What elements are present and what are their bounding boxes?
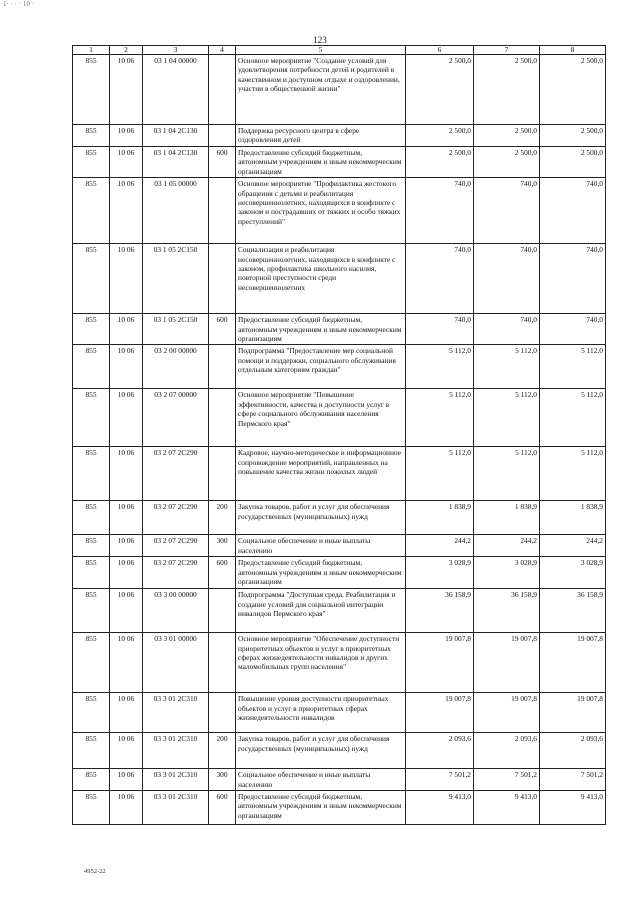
column-header: 7 bbox=[474, 46, 540, 55]
item-name: Закупка товаров, работ и услуг для обеспечения государственных (муниципальных) нужд bbox=[236, 501, 406, 535]
expense-type-code: 200 bbox=[209, 733, 236, 769]
amount-2024: 740,0 bbox=[474, 178, 540, 244]
item-name: Основное мероприятие "Обеспечение доступности приоритетных объектов и услуг в приоритетных сферах жизнедеятельности инвалидов и других маломобильных групп населения" bbox=[236, 633, 406, 693]
amount-2023: 1 838,9 bbox=[406, 501, 474, 535]
grbs-code: 855 bbox=[73, 633, 110, 693]
amount-2025: 740,0 bbox=[540, 178, 606, 244]
table-row bbox=[73, 147, 606, 178]
expense-type-code bbox=[209, 55, 236, 125]
item-name: Социальное обеспечение и иные выплаты населению bbox=[236, 535, 406, 557]
item-name: Социальное обеспечение и иные выплаты населению bbox=[236, 769, 406, 791]
item-name: Основное мероприятие "Создание условий для удовлетворения потребности детей и родителей в качественном и доступном отдыхе и оздоровлении, участии в общественной жизни" bbox=[236, 55, 406, 125]
target-article-code: 03 3 00 00000 bbox=[143, 589, 209, 633]
expense-type-code: 300 bbox=[209, 769, 236, 791]
budget-table bbox=[72, 45, 606, 825]
expense-type-code bbox=[209, 345, 236, 389]
amount-2024: 2 500,0 bbox=[474, 125, 540, 147]
item-name: Кадровое, научно-методическое и информационное сопровождение мероприятий, направленных на повышение качества жизни пожилых людей bbox=[236, 447, 406, 501]
section-code: 10 06 bbox=[110, 244, 143, 314]
table-row bbox=[73, 55, 606, 125]
table-row bbox=[73, 791, 606, 825]
item-name: Предоставление субсидий бюджетным, автономным учреждениям и иным некоммерческим организациям bbox=[236, 314, 406, 345]
amount-2025: 2 500,0 bbox=[540, 55, 606, 125]
expense-type-code: 600 bbox=[209, 314, 236, 345]
target-article-code: 03 1 05 00000 bbox=[143, 178, 209, 244]
column-number-row bbox=[73, 46, 606, 55]
table-row bbox=[73, 501, 606, 535]
target-article-code: 03 3 01 2С310 bbox=[143, 769, 209, 791]
amount-2023: 740,0 bbox=[406, 178, 474, 244]
table-row bbox=[73, 693, 606, 733]
section-code: 10 06 bbox=[110, 55, 143, 125]
amount-2024: 19 007,8 bbox=[474, 693, 540, 733]
document-code: 4952-22 bbox=[84, 868, 106, 875]
grbs-code: 855 bbox=[73, 314, 110, 345]
target-article-code: 03 3 01 2С310 bbox=[143, 791, 209, 825]
table-row bbox=[73, 314, 606, 345]
amount-2025: 19 007,8 bbox=[540, 693, 606, 733]
amount-2024: 740,0 bbox=[474, 244, 540, 314]
grbs-code: 855 bbox=[73, 55, 110, 125]
amount-2023: 244,2 bbox=[406, 535, 474, 557]
amount-2025: 5 112,0 bbox=[540, 389, 606, 447]
grbs-code: 855 bbox=[73, 125, 110, 147]
column-header: 5 bbox=[236, 46, 406, 55]
table-row bbox=[73, 244, 606, 314]
grbs-code: 855 bbox=[73, 178, 110, 244]
target-article-code: 03 2 07 2С290 bbox=[143, 557, 209, 589]
section-code: 10 06 bbox=[110, 447, 143, 501]
section-code: 10 06 bbox=[110, 501, 143, 535]
column-header: 1 bbox=[73, 46, 110, 55]
grbs-code: 855 bbox=[73, 535, 110, 557]
section-code: 10 06 bbox=[110, 345, 143, 389]
item-name: Поддержка ресурсного центра в сфере оздоровления детей bbox=[236, 125, 406, 147]
grbs-code: 855 bbox=[73, 693, 110, 733]
amount-2024: 1 838,9 bbox=[474, 501, 540, 535]
amount-2025: 740,0 bbox=[540, 244, 606, 314]
expense-type-code bbox=[209, 693, 236, 733]
amount-2024: 7 501,2 bbox=[474, 769, 540, 791]
target-article-code: 03 1 05 2С150 bbox=[143, 244, 209, 314]
amount-2025: 3 028,9 bbox=[540, 557, 606, 589]
expense-type-code: 200 bbox=[209, 501, 236, 535]
amount-2024: 2 500,0 bbox=[474, 147, 540, 178]
section-code: 10 06 bbox=[110, 693, 143, 733]
amount-2024: 3 028,9 bbox=[474, 557, 540, 589]
table-row bbox=[73, 769, 606, 791]
item-name: Повышение уровня доступности приоритетных объектов и услуг в приоритетных сферах жизнедеятельности инвалидов bbox=[236, 693, 406, 733]
target-article-code: 03 1 04 00000 bbox=[143, 55, 209, 125]
column-header: 4 bbox=[209, 46, 236, 55]
amount-2025: 9 413,0 bbox=[540, 791, 606, 825]
amount-2023: 740,0 bbox=[406, 244, 474, 314]
item-name: Основное мероприятие "Профилактика жестокого обращения с детьми и реабилитация несовершеннолетних, находящихся в конфликте с законом и пострадавших от тяжких и особо тяжких преступлений" bbox=[236, 178, 406, 244]
amount-2024: 5 112,0 bbox=[474, 389, 540, 447]
target-article-code: 03 2 07 2С290 bbox=[143, 447, 209, 501]
amount-2025: 19 007,8 bbox=[540, 633, 606, 693]
amount-2025: 5 112,0 bbox=[540, 345, 606, 389]
grbs-code: 855 bbox=[73, 589, 110, 633]
grbs-code: 855 bbox=[73, 557, 110, 589]
grbs-code: 855 bbox=[73, 733, 110, 769]
amount-2023: 740,0 bbox=[406, 314, 474, 345]
expense-type-code: 600 bbox=[209, 791, 236, 825]
table-row bbox=[73, 589, 606, 633]
amount-2023: 5 112,0 bbox=[406, 389, 474, 447]
grbs-code: 855 bbox=[73, 791, 110, 825]
target-article-code: 03 1 04 2С130 bbox=[143, 125, 209, 147]
section-code: 10 06 bbox=[110, 589, 143, 633]
grbs-code: 855 bbox=[73, 501, 110, 535]
section-code: 10 06 bbox=[110, 633, 143, 693]
expense-type-code: 600 bbox=[209, 147, 236, 178]
amount-2023: 3 028,9 bbox=[406, 557, 474, 589]
table-row bbox=[73, 389, 606, 447]
table-row bbox=[73, 178, 606, 244]
grbs-code: 855 bbox=[73, 769, 110, 791]
page-number: 123 bbox=[313, 35, 327, 45]
amount-2023: 2 500,0 bbox=[406, 147, 474, 178]
item-name: Подпрограмма "Предоставление мер социальной помощи и поддержки, социального обслуживания отдельным категориям граждан" bbox=[236, 345, 406, 389]
amount-2024: 5 112,0 bbox=[474, 447, 540, 501]
amount-2025: 2 500,0 bbox=[540, 125, 606, 147]
amount-2025: 740,0 bbox=[540, 314, 606, 345]
expense-type-code bbox=[209, 178, 236, 244]
section-code: 10 06 bbox=[110, 389, 143, 447]
section-code: 10 06 bbox=[110, 147, 143, 178]
amount-2024: 19 007,8 bbox=[474, 633, 540, 693]
amount-2025: 2 500,0 bbox=[540, 147, 606, 178]
table-row bbox=[73, 447, 606, 501]
target-article-code: 03 1 04 2С130 bbox=[143, 147, 209, 178]
expense-type-code bbox=[209, 389, 236, 447]
amount-2025: 1 838,9 bbox=[540, 501, 606, 535]
table-row bbox=[73, 633, 606, 693]
scan-top-mark: 1· · · · 10 · bbox=[3, 0, 34, 8]
grbs-code: 855 bbox=[73, 447, 110, 501]
amount-2024: 9 413,0 bbox=[474, 791, 540, 825]
amount-2025: 2 093,6 bbox=[540, 733, 606, 769]
target-article-code: 03 1 05 2С150 bbox=[143, 314, 209, 345]
section-code: 10 06 bbox=[110, 314, 143, 345]
column-header: 6 bbox=[406, 46, 474, 55]
section-code: 10 06 bbox=[110, 557, 143, 589]
item-name: Социализация и реабилитация несовершеннолетних, находящихся в конфликте с законом, профилактика школьного насилия, повторной преступности среди несовершеннолетних bbox=[236, 244, 406, 314]
grbs-code: 855 bbox=[73, 345, 110, 389]
target-article-code: 03 2 07 2С290 bbox=[143, 535, 209, 557]
target-article-code: 03 2 07 2С290 bbox=[143, 501, 209, 535]
amount-2023: 7 501,2 bbox=[406, 769, 474, 791]
column-header: 8 bbox=[540, 46, 606, 55]
target-article-code: 03 2 00 00000 bbox=[143, 345, 209, 389]
target-article-code: 03 2 07 00000 bbox=[143, 389, 209, 447]
amount-2025: 36 158,9 bbox=[540, 589, 606, 633]
expense-type-code bbox=[209, 244, 236, 314]
amount-2024: 2 500,0 bbox=[474, 55, 540, 125]
section-code: 10 06 bbox=[110, 178, 143, 244]
amount-2023: 2 500,0 bbox=[406, 125, 474, 147]
item-name: Закупка товаров, работ и услуг для обеспечения государственных (муниципальных) нужд bbox=[236, 733, 406, 769]
column-header: 3 bbox=[143, 46, 209, 55]
amount-2025: 5 112,0 bbox=[540, 447, 606, 501]
expense-type-code: 300 bbox=[209, 535, 236, 557]
grbs-code: 855 bbox=[73, 147, 110, 178]
expense-type-code: 600 bbox=[209, 557, 236, 589]
target-article-code: 03 3 01 2С310 bbox=[143, 733, 209, 769]
table-row bbox=[73, 557, 606, 589]
amount-2024: 5 112,0 bbox=[474, 345, 540, 389]
expense-type-code bbox=[209, 125, 236, 147]
amount-2024: 2 093,6 bbox=[474, 733, 540, 769]
table-row bbox=[73, 535, 606, 557]
amount-2023: 2 093,6 bbox=[406, 733, 474, 769]
section-code: 10 06 bbox=[110, 769, 143, 791]
table-row bbox=[73, 345, 606, 389]
table-row bbox=[73, 125, 606, 147]
amount-2023: 9 413,0 bbox=[406, 791, 474, 825]
amount-2023: 19 007,8 bbox=[406, 633, 474, 693]
grbs-code: 855 bbox=[73, 389, 110, 447]
expense-type-code bbox=[209, 589, 236, 633]
target-article-code: 03 3 01 00000 bbox=[143, 633, 209, 693]
expense-type-code bbox=[209, 447, 236, 501]
section-code: 10 06 bbox=[110, 535, 143, 557]
expense-type-code bbox=[209, 633, 236, 693]
amount-2023: 19 007,8 bbox=[406, 693, 474, 733]
section-code: 10 06 bbox=[110, 125, 143, 147]
amount-2024: 36 158,9 bbox=[474, 589, 540, 633]
column-header: 2 bbox=[110, 46, 143, 55]
item-name: Предоставление субсидий бюджетным, автономным учреждениям и иным некоммерческим организациям bbox=[236, 557, 406, 589]
amount-2025: 7 501,2 bbox=[540, 769, 606, 791]
section-code: 10 06 bbox=[110, 733, 143, 769]
table-row bbox=[73, 733, 606, 769]
amount-2024: 244,2 bbox=[474, 535, 540, 557]
item-name: Основное мероприятие "Повышение эффективности, качества и доступности услуг в сфере социального обслуживания населения Пермского края" bbox=[236, 389, 406, 447]
amount-2023: 5 112,0 bbox=[406, 447, 474, 501]
amount-2025: 244,2 bbox=[540, 535, 606, 557]
amount-2023: 2 500,0 bbox=[406, 55, 474, 125]
amount-2023: 36 158,9 bbox=[406, 589, 474, 633]
item-name: Подпрограмма "Доступная среда. Реабилитация и создание условий для социальной интеграции инвалидов Пермского края" bbox=[236, 589, 406, 633]
amount-2023: 5 112,0 bbox=[406, 345, 474, 389]
section-code: 10 06 bbox=[110, 791, 143, 825]
target-article-code: 03 3 01 2С310 bbox=[143, 693, 209, 733]
item-name: Предоставление субсидий бюджетным, автономным учреждениям и иным некоммерческим организациям bbox=[236, 147, 406, 178]
amount-2024: 740,0 bbox=[474, 314, 540, 345]
grbs-code: 855 bbox=[73, 244, 110, 314]
item-name: Предоставление субсидий бюджетным, автономным учреждениям и иным некоммерческим организациям bbox=[236, 791, 406, 825]
